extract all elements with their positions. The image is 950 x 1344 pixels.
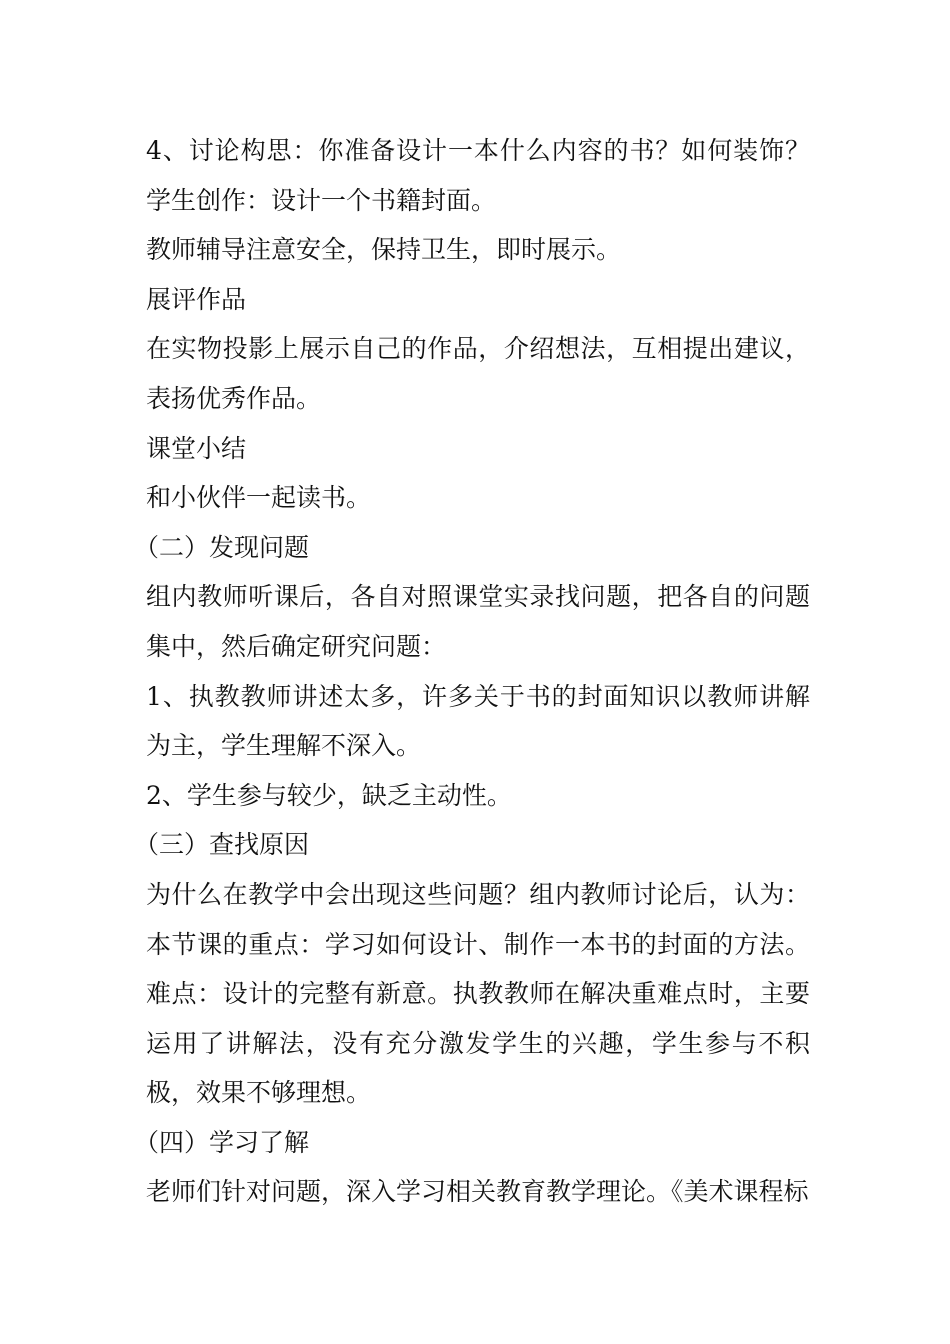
paragraph-projection-display: 在实物投影上展示自己的作品，介绍想法，互相提出建议，表扬优秀作品。 [146, 334, 810, 413]
paragraph-read-together: 和小伙伴一起读书。 [146, 483, 372, 513]
paragraph-problem-one: 1、执教教师讲述太多，许多关于书的封面知识以教师讲解为主，学生理解不深入。 [146, 681, 810, 761]
paragraph-cause-analysis: 为什么在教学中会出现这些问题？组内教师讨论后，认为：本节课的重点：学习如何设计、制作一本书的封面的方法。难点：设计的完整有新意。执教教师在解决重难点时，主要运用了讲解法，没有充分激发学生的兴趣，学生参与不积极，效果不够理想。 [146, 879, 810, 1108]
paragraph-problem-two: 2、学生参与较少，缺乏主动性。 [146, 780, 512, 810]
paragraph-problem-collection: 组内教师听课后，各自对照课堂实录找问题，把各自的问题集中，然后确定研究问题： [146, 582, 810, 661]
paragraph-class-summary: 课堂小结 [146, 433, 247, 463]
document-body [134, 126, 810, 1217]
paragraph-discussion-design: 4、讨论构思：你准备设计一本什么内容的书？如何装饰？学生创作：设计一个书籍封面。 [146, 136, 810, 215]
section-heading-find-problems: （二）发现问题 [134, 532, 310, 562]
paragraph-exhibit-works: 展评作品 [146, 284, 247, 314]
paragraph-study-theory: 老师们针对问题，深入学习相关教育教学理论。《美术课程标 [146, 1177, 809, 1207]
section-heading-find-causes: （三）查找原因 [134, 830, 310, 860]
paragraph-teacher-guidance: 教师辅导注意安全，保持卫生，即时展示。 [146, 235, 622, 265]
section-heading-study: （四）学习了解 [134, 1127, 310, 1157]
